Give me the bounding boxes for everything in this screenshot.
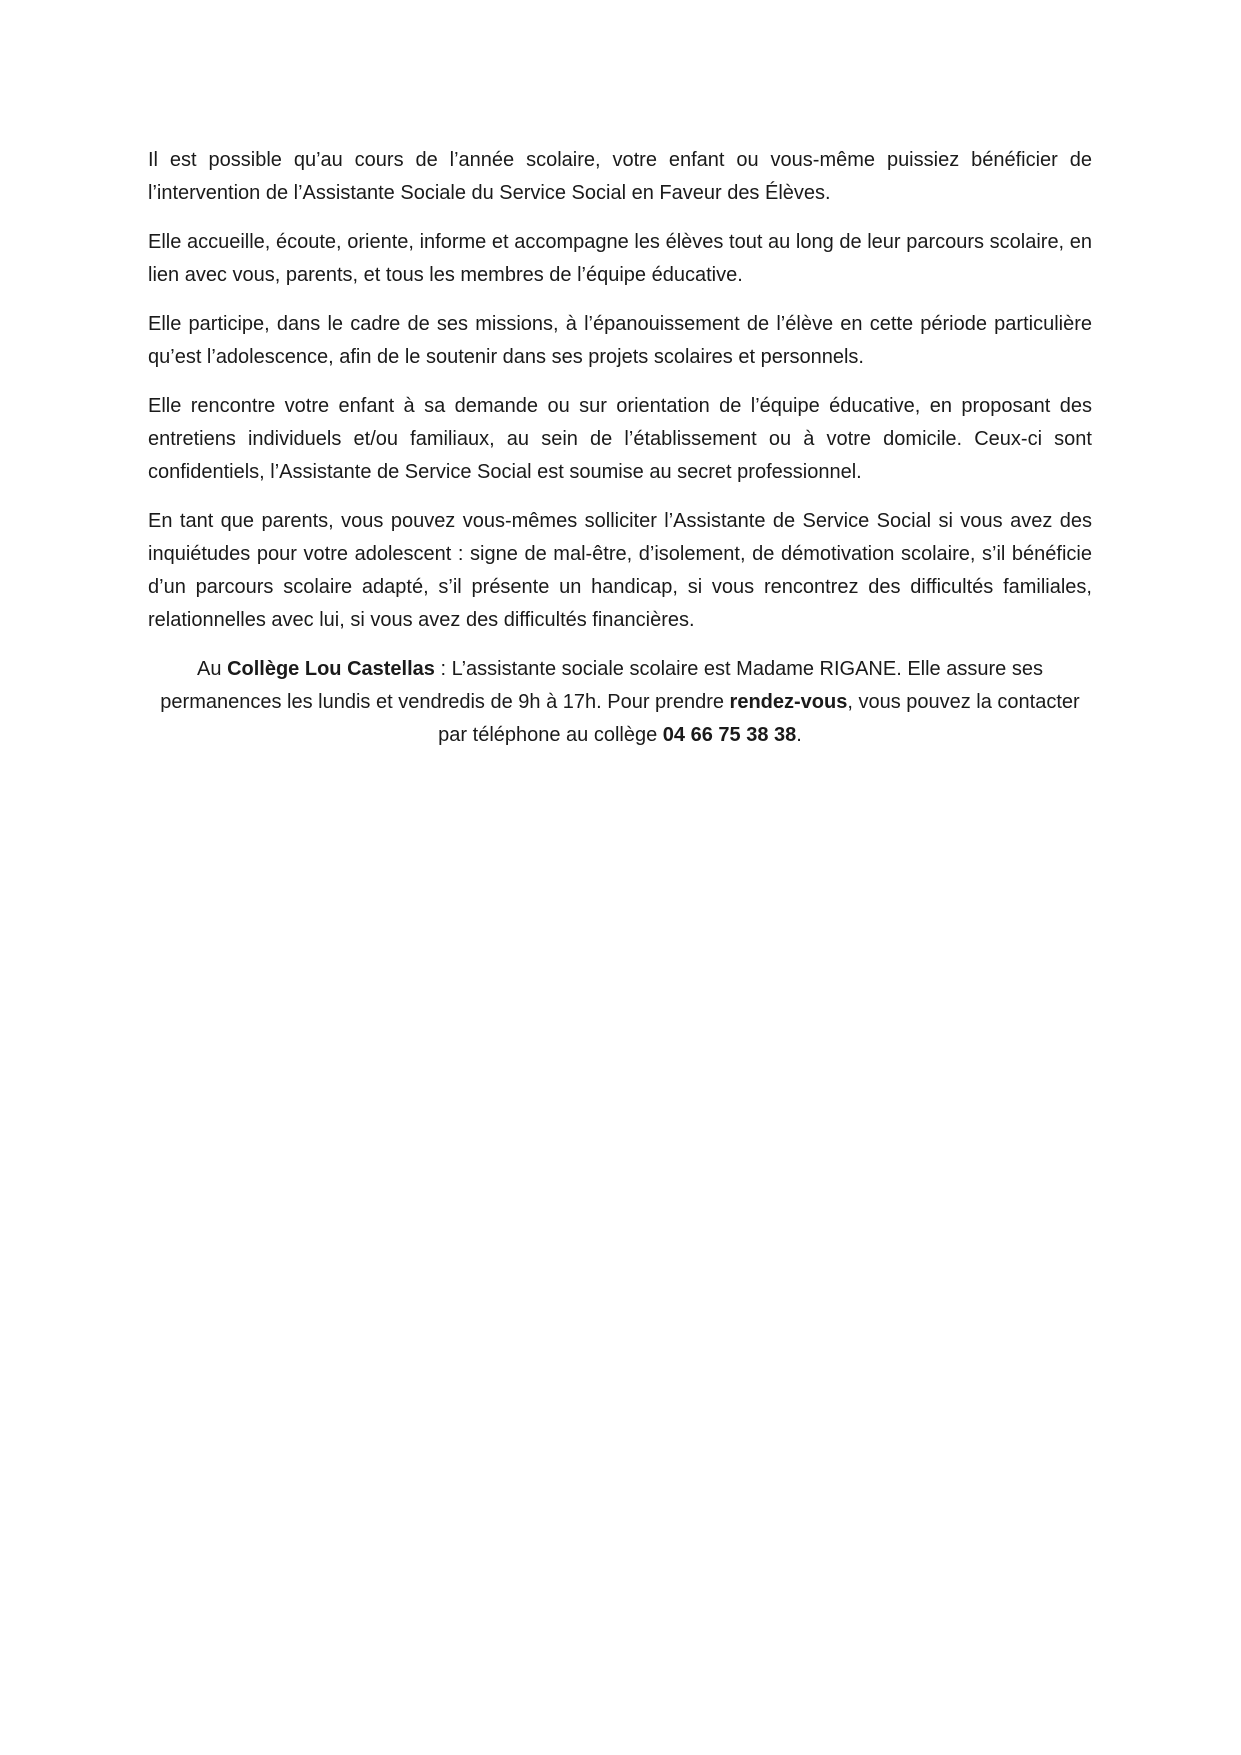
phone-number: 04 66 75 38 38 <box>662 724 797 746</box>
paragraph-contact <box>148 653 1092 752</box>
contact-suffix: . <box>796 724 802 746</box>
paragraph-missions: Elle participe, dans le cadre de ses missions, à l’épanouissement de l’élève en cette période particulière qu’est l’adolescence, afin de le soutenir dans ses projets scolaires et personnels. <box>148 313 1092 368</box>
contact-text-1: : L’assistante sociale scolaire est Madame RIGANE. Elle assure ses permanences les lundis et vendredis de 9h à 17h. Pour prendre <box>160 658 1043 713</box>
paragraph-role: Elle accueille, écoute, oriente, informe et accompagne les élèves tout au long de leur parcours scolaire, en lien avec vous, parents, et tous les membres de l’équipe éducative. <box>148 231 1092 286</box>
paragraph-meetings: Elle rencontre votre enfant à sa demande ou sur orientation de l’équipe éducative, en proposant des entretiens individuels et/ou familiaux, au sein de l’établissement ou à votre domicile. Ceux-ci sont confidentiels, l’Assistante de Service Social est soumise au secret professionnel. <box>148 395 1092 483</box>
contact-text-2: , vous pouvez la contacter par téléphone au collège <box>438 691 1080 746</box>
paragraph-parents: En tant que parents, vous pouvez vous-mêmes solliciter l’Assistante de Service Social si vous avez des inquiétudes pour votre adolescent : signe de mal-être, d’isolement, de démotivation scolaire, s’il bénéficie d’un parcours scolaire adapté, s’il présente un handicap, si vous rencontrez des difficultés familiales, relationnelles avec lui, si vous avez des difficultés financières. <box>148 510 1092 631</box>
college-name: Collège Lou Castellas <box>227 658 435 680</box>
contact-prefix: Au <box>197 658 228 680</box>
paragraph-intro: Il est possible qu’au cours de l’année scolaire, votre enfant ou vous-même puissiez bénéficier de l’intervention de l’Assistante Sociale du Service Social en Faveur des Élèves. <box>148 149 1092 204</box>
document-page <box>148 144 1092 768</box>
appointment-label: rendez-vous <box>729 691 848 713</box>
